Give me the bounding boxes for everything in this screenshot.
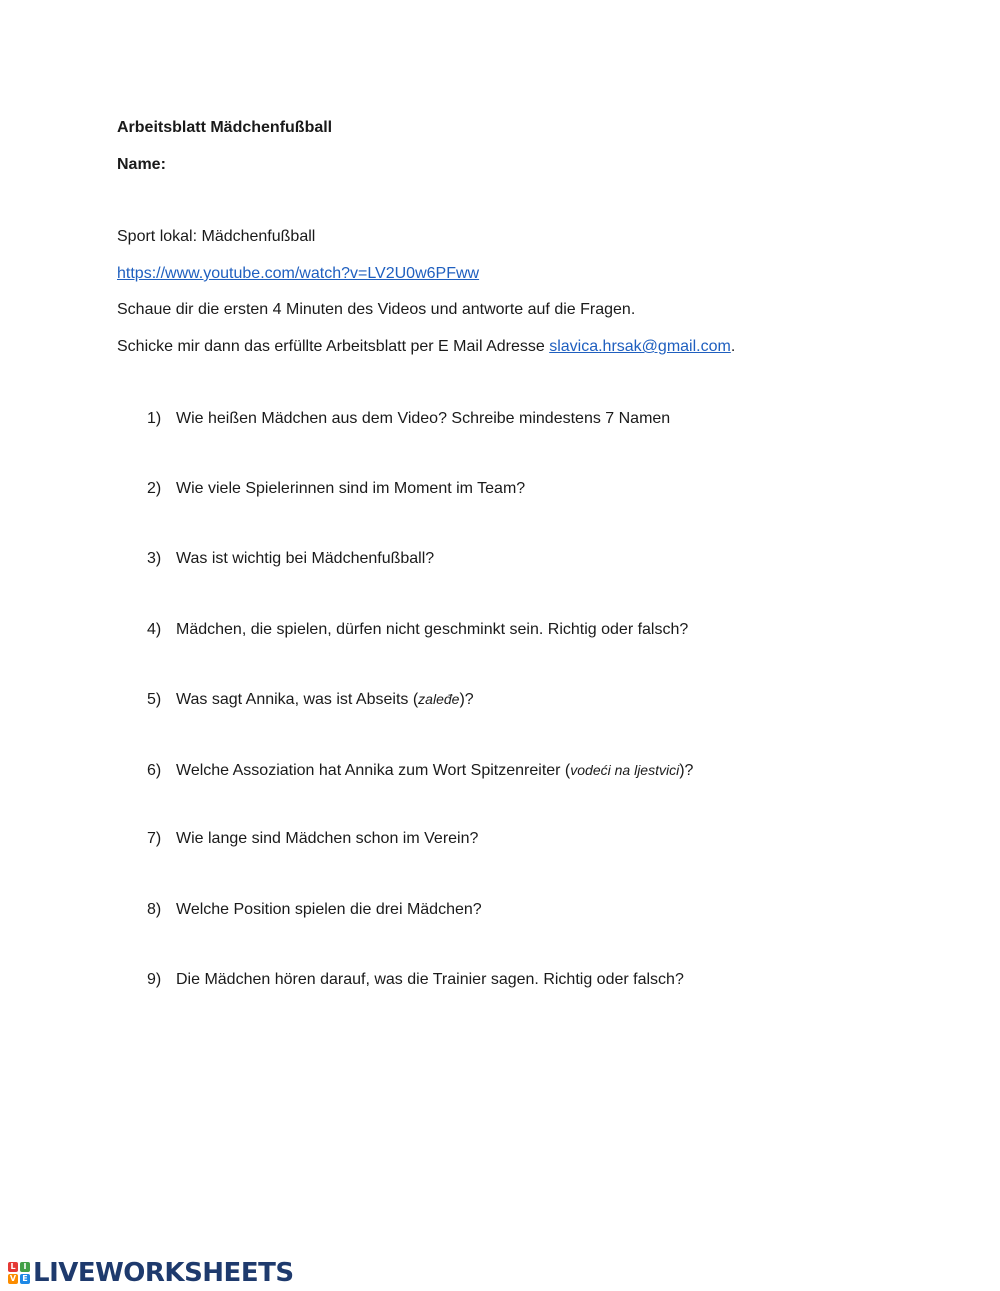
liveworksheets-logo xyxy=(8,1257,294,1289)
question-translation: zaleđe xyxy=(418,691,460,707)
logo-block-l: L xyxy=(8,1262,18,1272)
question-text: Wie viele Spielerinnen sind im Moment im Team? xyxy=(176,480,526,497)
question-2 xyxy=(147,479,525,499)
question-9 xyxy=(147,970,684,990)
question-number: 4) xyxy=(147,621,162,638)
email-link[interactable]: slavica.hrsak@gmail.com xyxy=(549,338,731,355)
question-translation: vodeći na ljestvici xyxy=(570,762,680,778)
video-link-line xyxy=(117,264,479,284)
question-8 xyxy=(147,900,482,920)
name-label: Name: xyxy=(117,156,166,173)
question-5 xyxy=(147,689,474,710)
question-number: 9) xyxy=(147,971,162,988)
question-text: Wie heißen Mädchen aus dem Video? Schreibe mindestens 7 Namen xyxy=(176,410,671,427)
logo-blocks-icon xyxy=(8,1262,30,1284)
send-end: . xyxy=(730,338,736,355)
question-number: 8) xyxy=(147,901,162,918)
topic-line: Sport lokal: Mädchenfußball xyxy=(117,228,316,245)
question-text: Die Mädchen hören darauf, was die Trainier sagen. Richtig oder falsch? xyxy=(176,971,684,988)
question-4 xyxy=(147,620,688,640)
question-text-pre: Was sagt Annika, was ist Abseits ( xyxy=(176,691,419,708)
question-6 xyxy=(147,760,693,781)
question-number: 6) xyxy=(147,762,162,779)
question-text-pre: Welche Assoziation hat Annika zum Wort Spitzenreiter ( xyxy=(176,762,571,779)
logo-block-v: V xyxy=(9,1274,17,1283)
question-text-post: )? xyxy=(679,762,694,779)
logo-text: LIVEWORKSHEETS xyxy=(33,1258,294,1288)
question-text: Wie lange sind Mädchen schon im Verein? xyxy=(176,830,479,847)
logo-block-e: E xyxy=(20,1274,30,1284)
question-number: 7) xyxy=(147,830,162,847)
worksheet-title: Arbeitsblatt Mädchenfußball xyxy=(117,119,333,136)
question-text: Welche Position spielen die drei Mädchen? xyxy=(176,901,482,918)
logo-block-i: I xyxy=(20,1262,30,1272)
video-link[interactable]: https://www.youtube.com/watch?v=LV2U0w6PFww xyxy=(117,265,480,282)
question-3 xyxy=(147,549,434,569)
question-text: Mädchen, die spielen, dürfen nicht geschminkt sein. Richtig oder falsch? xyxy=(176,621,689,638)
question-1 xyxy=(147,409,670,429)
question-number: 5) xyxy=(147,691,162,708)
question-number: 3) xyxy=(147,550,162,567)
question-7 xyxy=(147,829,478,849)
instruction-line: Schaue dir die ersten 4 Minuten des Videos und antworte auf die Fragen. xyxy=(117,301,636,318)
send-text: Schicke mir dann das erfüllte Arbeitsblatt per E Mail Adresse xyxy=(117,338,550,355)
question-number: 1) xyxy=(147,410,162,427)
question-text-post: )? xyxy=(459,691,474,708)
question-number: 2) xyxy=(147,480,162,497)
question-text: Was ist wichtig bei Mädchenfußball? xyxy=(176,550,435,567)
send-line xyxy=(117,337,735,357)
